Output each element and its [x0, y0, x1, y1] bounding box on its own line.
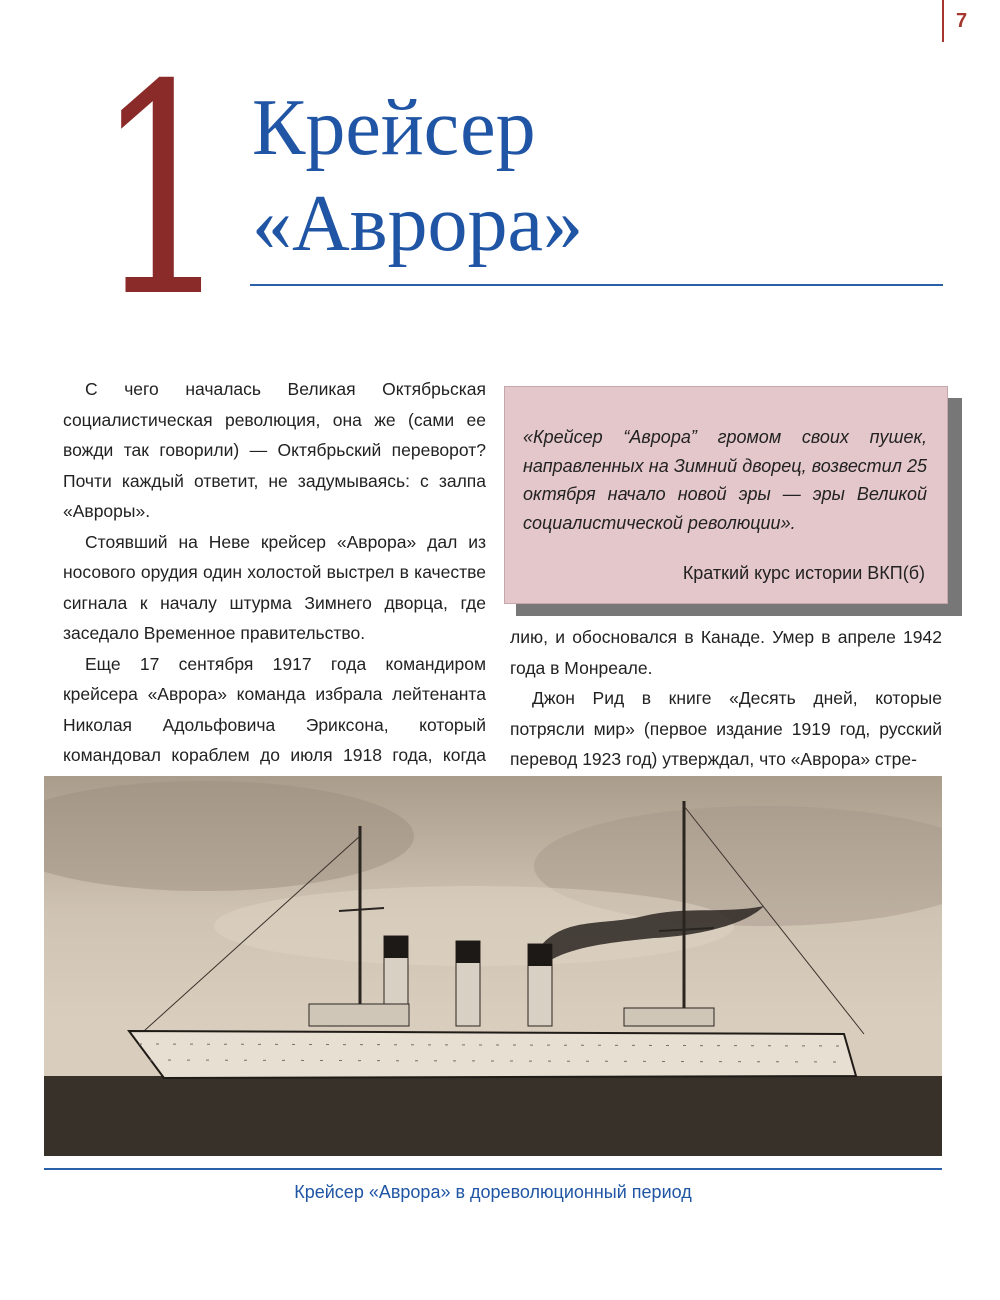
funnel-band: [456, 941, 480, 963]
body-column-right: [510, 622, 942, 775]
quote-text: «Крейсер “Аврора” громом своих пушек, направленных на Зимний дворец, возвестил 25 октября начало новой эры — эры Великой социалистической революции».: [523, 427, 927, 533]
chapter-title: [252, 80, 583, 272]
paragraph: С чего началась Великая Октябрьская социалистическая революция, она же (сами ее вожди так говорили) — Октябрьский переворот? Почти каждый ответит, не задумываясь: с залпа «Авроры».: [63, 379, 486, 521]
paragraph: Еще 17 сентября 1917 года командиром крейсера «Аврора» команда избрала лейтенанта Николая Адольфовича Эриксона, который командовал кораблем до июля 1918 года, когда: [63, 653, 486, 765]
cruiser-illustration: [44, 776, 942, 1156]
page-number-rule: [942, 0, 944, 42]
sea: [44, 1076, 942, 1156]
hull: [129, 1031, 856, 1078]
chapter-title-line-1: Крейсер: [252, 84, 536, 172]
funnel-band: [528, 944, 552, 966]
title-underline: [250, 284, 943, 286]
chapter-title-line-2: «Аврора»: [252, 180, 584, 268]
paragraph: Джон Рид в книге «Десять дней, которые потрясли мир» (первое издание 1919 год, русский перевод 1923 год) утверждал, что «Аврора» стре-: [510, 688, 942, 769]
photo-caption: Крейсер «Аврора» в дореволюционный период: [294, 1182, 692, 1202]
page-number: 7: [956, 10, 968, 32]
quote-box: [504, 386, 948, 604]
bridge: [309, 1004, 409, 1026]
caption-rule: [44, 1168, 942, 1170]
chapter-number: 1: [95, 24, 232, 361]
paragraph: лию, и обосновался в Канаде. Умер в апреле 1942 года в Монреале.: [510, 627, 942, 678]
aft-deckhouse: [624, 1008, 714, 1026]
cruiser-photo: [44, 776, 942, 1156]
paragraph: Стоявший на Неве крейсер «Аврора» дал из носового орудия один холостой выстрел в качестве сигнала к началу штурма Зимнего дворца, где заседало Временное правительство.: [63, 531, 486, 643]
funnel-band: [384, 936, 408, 958]
quote-source: Краткий курс истории ВКП(б): [682, 563, 925, 583]
